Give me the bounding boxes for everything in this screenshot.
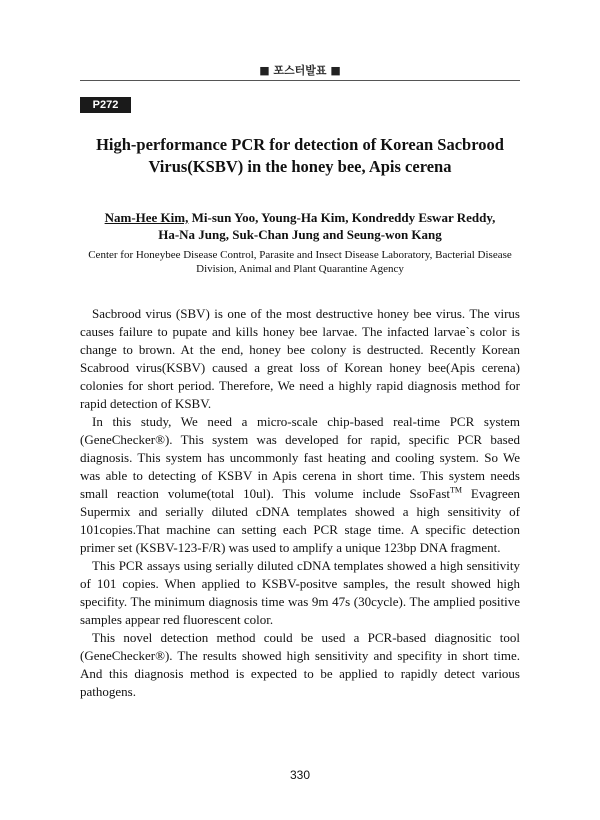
paper-title [80,134,520,178]
section-header: ■ 포스터발표 ■ [259,64,341,77]
paragraph-2-part-a: In this study, We need a micro-scale chip-based real-time PCR system (GeneChecker®). This system was developed for rapid, specific PCR based diagnosis. This system has uncommonly fast heating and cooling system. So We was able to detecting of KSBV in Apis cerena in short time. This system needs small reaction volume(total 10ul). This volume include SsoFast [80,414,520,501]
affiliation [74,248,526,276]
authors-line-1 [80,209,520,226]
abstract-paragraph-2 [80,413,520,557]
title-line-2: Virus(KSBV) in the honey bee, Apis cerena [148,157,452,176]
paragraph-2-part-b: Evagreen Supermix and serially diluted cDNA templates showed a high sensitivity of 101copies.That machine can setting each PCR stage time. A specific detection primer set (KSBV-123-F/R) was used to amplify a unique 123bp DNA fragment. [80,486,520,555]
trademark-superscript: TM [450,485,463,495]
abstract-paragraph-4: This novel detection method could be used a PCR-based diagnositic tool (GeneChecker®). The results showed high sensitivity and specifity in short time. And this diagnosis method is expected to be applied to rapidly detect various pathogens. [80,630,520,699]
header-rule [80,80,520,81]
abstract-body [80,305,520,701]
poster-id-badge: P272 [80,97,131,113]
abstract-paragraph-1: Sacbrood virus (SBV) is one of the most destructive honey bee virus. The virus causes failure to pupate and kills honey bee larvae. The infacted larvae`s color is change to brown. At the end, honey bee colony is destructed. Recently Korean Scabrood virus(KSBV) caused a great loss of Korean honey bee(Apis cerena) colonies for short period. Therefore, We need a highly rapid diagnosis method for rapid detection of KSBV. [80,306,520,411]
author-list [80,209,520,243]
abstract-paragraph-3: This PCR assays using serially diluted cDNA templates showed a high sensitivity of 101 copies. When applied to KSBV-positve samples, the result showed high specifity. The minimum diagnosis time was 9m 47s (30cycle). The amplied positive samples appear red fluorescent color. [80,558,520,627]
affiliation-line-2: Division, Animal and Plant Quarantine Agency [196,263,404,275]
authors-line-2: Ha-Na Jung, Suk-Chan Jung and Seung-won Kang [158,227,442,242]
page-number: 330 [289,768,311,782]
title-line-1: High-performance PCR for detection of Korean Sacbrood [96,135,504,154]
authors-line-1-rest: Mi-sun Yoo, Young-Ha Kim, Kondreddy Eswar Reddy, [188,210,496,225]
presenting-author: Nam-Hee Kim, [104,210,189,225]
affiliation-line-1: Center for Honeybee Disease Control, Parasite and Insect Disease Laboratory, Bacterial Disease [88,249,512,261]
